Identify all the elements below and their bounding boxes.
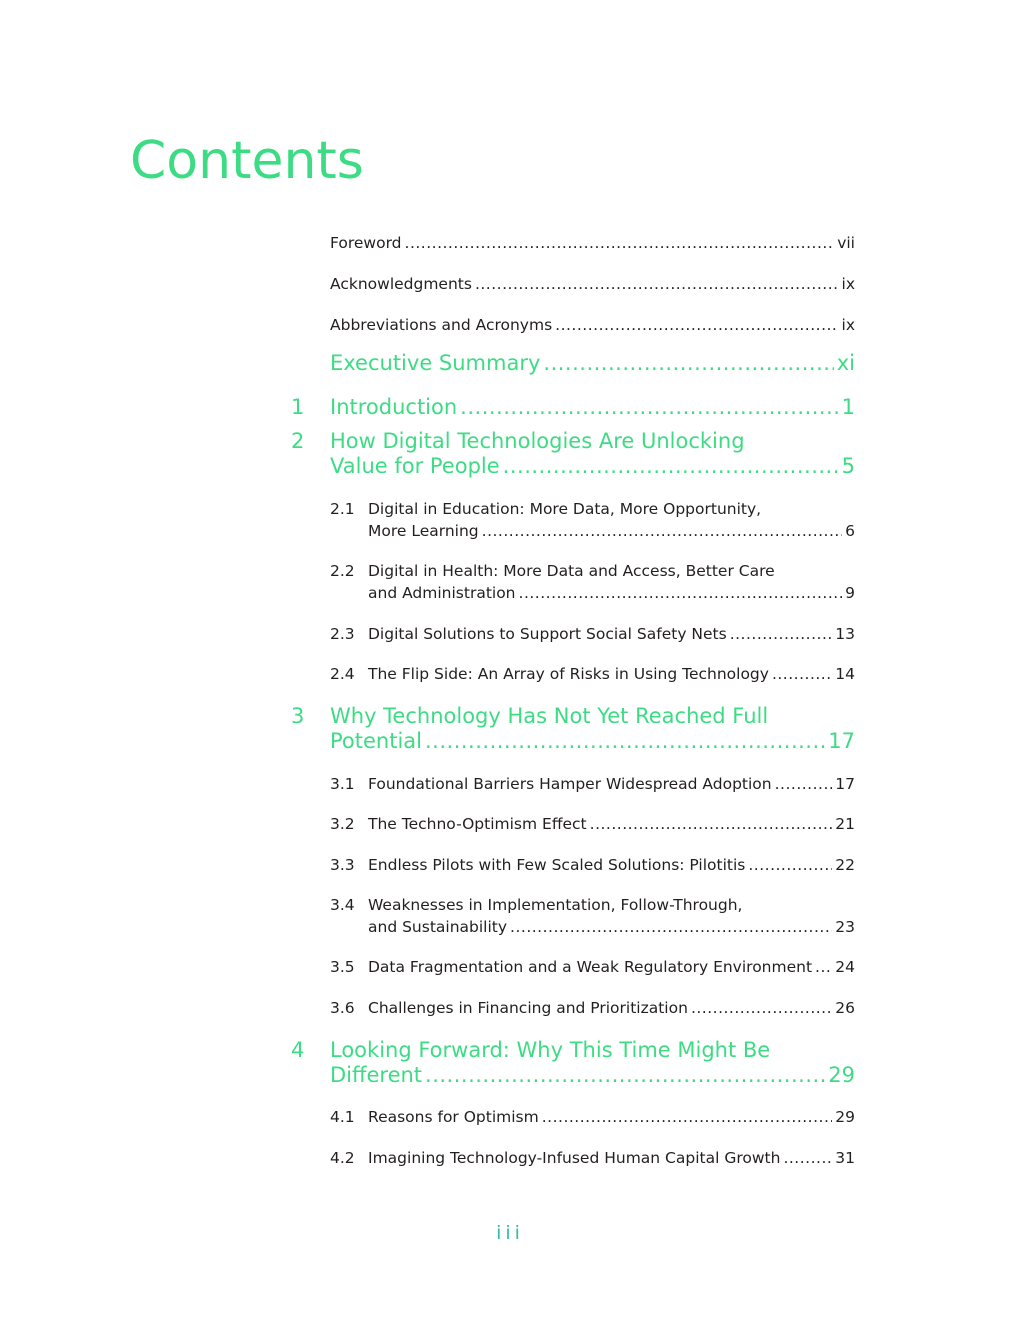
toc-entry-title: Abbreviations and Acronyms (330, 316, 553, 334)
dot-leader (542, 1108, 833, 1126)
chapter-number: 1 (291, 395, 305, 419)
toc-entry-chapter-1[interactable] (330, 395, 855, 419)
toc-entry-page: 14 (835, 665, 855, 683)
toc-entry-title: Digital Solutions to Support Social Safety Nets (368, 625, 727, 643)
toc-entry-page: 22 (835, 856, 855, 874)
toc-entry-title-line1[interactable]: Digital in Education: More Data, More Opportunity, (368, 500, 762, 518)
dot-leader (555, 316, 838, 334)
section-number: 3.6 (330, 999, 355, 1017)
toc-entry-chapter-3[interactable] (330, 729, 855, 753)
dot-leader (691, 999, 832, 1017)
dot-leader (460, 395, 838, 419)
toc-entry-page: 17 (835, 775, 855, 793)
toc-entry-title: and Sustainability (368, 918, 508, 936)
section-number: 3.1 (330, 775, 355, 793)
dot-leader (510, 918, 832, 936)
toc-entry-title: Endless Pilots with Few Scaled Solutions: Pilotitis (368, 856, 746, 874)
toc-entry-foreword[interactable] (330, 234, 855, 252)
toc-entry-title: The Flip Side: An Array of Risks in Using Technology (368, 665, 769, 683)
toc-entry-page: vii (837, 234, 855, 252)
section-number: 3.2 (330, 815, 355, 833)
toc-entry-page: ix (841, 275, 855, 293)
section-number: 2.3 (330, 625, 355, 643)
toc-entry-title: The Techno-Optimism Effect (368, 815, 587, 833)
toc-entry-title-line1[interactable]: Why Technology Has Not Yet Reached Full (330, 704, 769, 728)
toc-entry-page: 24 (835, 958, 855, 976)
toc-entry-title: and Administration (368, 584, 516, 602)
dot-leader (475, 275, 839, 293)
dot-leader (730, 625, 833, 643)
section-number: 3.5 (330, 958, 355, 976)
toc-entry-title-line1[interactable]: Digital in Health: More Data and Access, Better Care (368, 562, 775, 580)
toc-entry-page: 9 (845, 584, 855, 602)
dot-leader (783, 1149, 832, 1167)
toc-entry-section-3-1[interactable] (368, 775, 855, 793)
toc-entry-page: 29 (835, 1108, 855, 1126)
toc-entry-chapter-4[interactable] (330, 1063, 855, 1087)
toc-entry-page: 5 (841, 454, 855, 478)
toc-entry-executive-summary[interactable] (330, 351, 855, 375)
toc-entry-title: More Learning (368, 522, 479, 540)
toc-entry-section-3-5[interactable] (368, 958, 855, 976)
toc-entry-page: 31 (835, 1149, 855, 1167)
section-number: 2.4 (330, 665, 355, 683)
toc-entry-title-line1[interactable]: How Digital Technologies Are Unlocking (330, 429, 745, 453)
dot-leader (482, 522, 842, 540)
toc-entry-chapter-2[interactable] (330, 454, 855, 478)
section-number: 2.1 (330, 500, 355, 518)
toc-entry-title: Value for People (330, 454, 500, 478)
toc-entry-acknowledgments[interactable] (330, 275, 855, 293)
section-number: 2.2 (330, 562, 355, 580)
toc-entry-title: Different (330, 1063, 423, 1087)
toc-entry-title: Foundational Barriers Hamper Widespread Adoption (368, 775, 772, 793)
dot-leader (748, 856, 832, 874)
toc-entry-page: 13 (835, 625, 855, 643)
toc-entry-page: 17 (828, 729, 855, 753)
toc-entry-section-2-2[interactable] (368, 584, 855, 602)
dot-leader (543, 351, 833, 375)
dot-leader (772, 665, 832, 683)
toc-entry-section-3-3[interactable] (368, 856, 855, 874)
dot-leader (425, 1063, 825, 1087)
section-number: 3.4 (330, 896, 355, 914)
toc-entry-page: 1 (841, 395, 855, 419)
toc-entry-title: Imagining Technology-Infused Human Capital Growth (368, 1149, 781, 1167)
dot-leader (503, 454, 839, 478)
toc-entry-page: 29 (828, 1063, 855, 1087)
toc-entry-section-3-2[interactable] (368, 815, 855, 833)
page-number: iii (496, 1222, 524, 1244)
toc-entry-section-2-1[interactable] (368, 522, 855, 540)
toc-entry-page: 26 (835, 999, 855, 1017)
toc-entry-section-3-6[interactable] (368, 999, 855, 1017)
dot-leader (590, 815, 833, 833)
chapter-number: 4 (291, 1038, 305, 1062)
toc-entry-page: ix (841, 316, 855, 334)
toc-entry-title: Reasons for Optimism (368, 1108, 539, 1126)
toc-entry-section-2-3[interactable] (368, 625, 855, 643)
section-number: 4.2 (330, 1149, 355, 1167)
toc-entry-title: Potential (330, 729, 422, 753)
dot-leader (519, 584, 843, 602)
toc-entry-section-2-4[interactable] (368, 665, 855, 683)
dot-leader (775, 775, 833, 793)
chapter-number: 3 (291, 704, 305, 728)
toc-entry-abbreviations[interactable] (330, 316, 855, 334)
toc-entry-title: Executive Summary (330, 351, 541, 375)
toc-entry-page: xi (836, 351, 855, 375)
chapter-number: 2 (291, 429, 305, 453)
toc-entry-title-line1[interactable]: Looking Forward: Why This Time Might Be (330, 1038, 771, 1062)
toc-entry-section-4-2[interactable] (368, 1149, 855, 1167)
toc-entry-section-3-4[interactable] (368, 918, 855, 936)
page-title: Contents (130, 131, 364, 191)
toc-entry-page: 6 (845, 522, 855, 540)
toc-entry-title: Data Fragmentation and a Weak Regulatory Environment (368, 958, 813, 976)
toc-entry-title: Foreword (330, 234, 402, 252)
toc-entry-page: 23 (835, 918, 855, 936)
dot-leader (815, 958, 832, 976)
toc-entry-section-4-1[interactable] (368, 1108, 855, 1126)
dot-leader (405, 234, 835, 252)
toc-entry-title: Acknowledgments (330, 275, 472, 293)
section-number: 4.1 (330, 1108, 355, 1126)
toc-entry-title: Introduction (330, 395, 458, 419)
dot-leader (425, 729, 825, 753)
toc-entry-page: 21 (835, 815, 855, 833)
toc-entry-title: Challenges in Financing and Prioritization (368, 999, 688, 1017)
toc-entry-title-line1[interactable]: Weaknesses in Implementation, Follow-Through, (368, 896, 743, 914)
section-number: 3.3 (330, 856, 355, 874)
